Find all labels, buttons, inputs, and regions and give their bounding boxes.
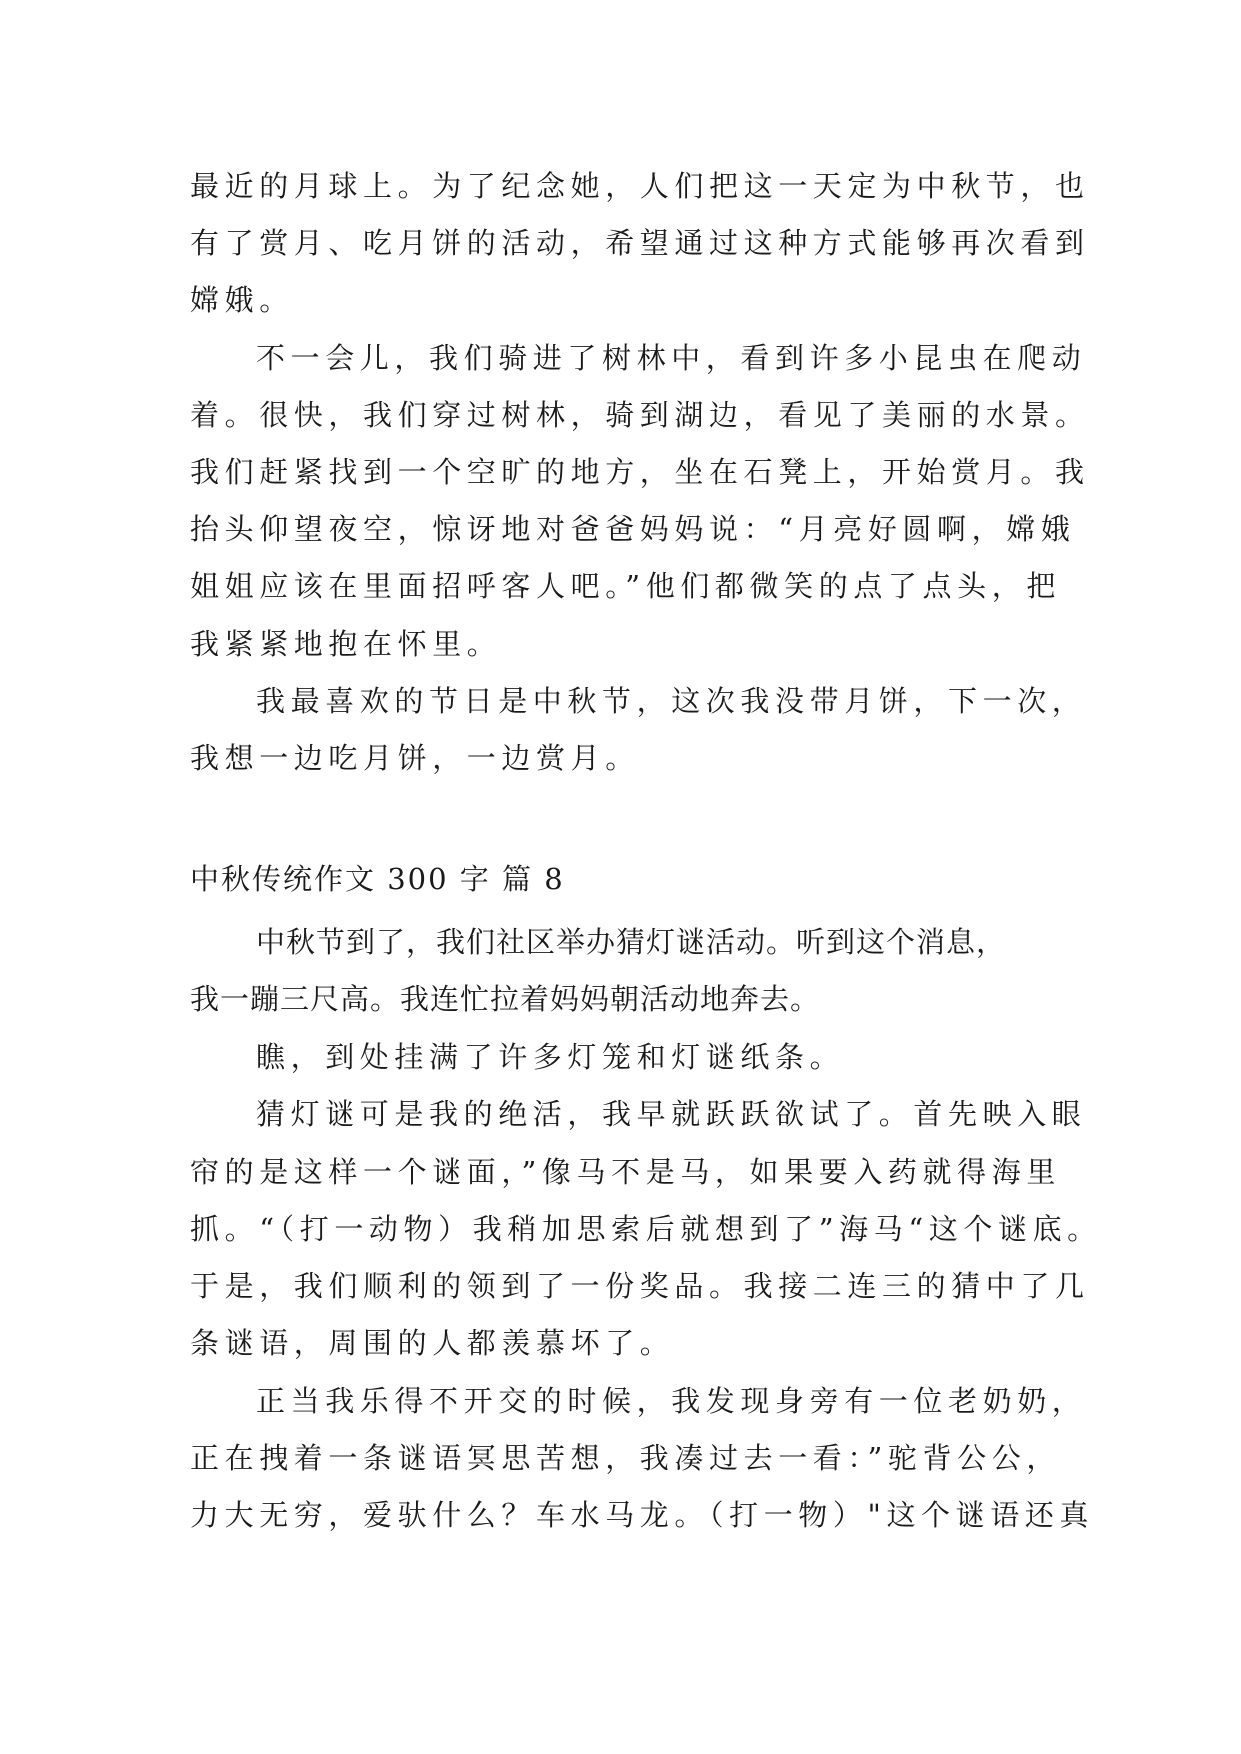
text-line: 我最喜欢的节日是中秋节，这次我没带月饼，下一次， <box>256 684 1087 718</box>
text-line: 最近的月球上。为了纪念她，人们把这一天定为中秋节，也 <box>190 169 1090 203</box>
text-line: 着。很快，我们穿过树林，骑到湖边，看见了美丽的水景。 <box>190 398 1090 432</box>
text-line: 姐姐应该在里面招呼客人吧。”他们都微笑的点了点头，把 <box>190 569 1061 603</box>
text-line: 嫦娥。 <box>190 283 294 317</box>
text-line: 不一会儿，我们骑进了树林中，看到许多小昆虫在爬动 <box>256 341 1087 375</box>
text-line: 猜灯谜可是我的绝活，我早就跃跃欲试了。首先映入眼 <box>256 1097 1087 1131</box>
text-line: 正在拽着一条谜语冥思苦想，我凑过去一看：”驼背公公， <box>190 1441 1061 1475</box>
text-line: 条谜语，周围的人都羡慕坏了。 <box>190 1326 675 1360</box>
text-line: 我紧紧地抱在怀里。 <box>190 627 502 661</box>
text-line: 力大无穷，爱驮什么？车水马龙。（打一物）"这个谜语还真 <box>190 1498 1095 1532</box>
section-title: 中秋传统作文 300 字 篇 8 <box>190 862 565 896</box>
text-line: 于是，我们顺利的领到了一份奖品。我接二连三的猜中了几 <box>190 1269 1090 1303</box>
text-line: 抓。“（打一动物）我稍加思索后就想到了”海马“这个谜底。 <box>190 1212 1102 1246</box>
text-line: 抬头仰望夜空，惊讶地对爸爸妈妈说：“月亮好圆啊，嫦娥 <box>190 512 1076 546</box>
text-line: 正当我乐得不开交的时候，我发现身旁有一位老奶奶， <box>256 1384 1087 1418</box>
text-line: 中秋节到了，我们社区举办猜灯谜活动。听到这个消息， <box>256 925 1007 959</box>
text-line: 瞧，到处挂满了许多灯笼和灯谜纸条。 <box>256 1040 845 1074</box>
text-line: 帘的是这样一个谜面，”像马不是马，如果要入药就得海里 <box>190 1155 1061 1189</box>
text-line: 我一蹦三尺高。我连忙拉着妈妈朝活动地奔去。 <box>190 982 821 1016</box>
text-line: 有了赏月、吃月饼的活动，希望通过这种方式能够再次看到 <box>190 226 1090 260</box>
text-line: 我们赶紧找到一个空旷的地方，坐在石凳上，开始赏月。我 <box>190 455 1090 489</box>
text-line: 我想一边吃月饼，一边赏月。 <box>190 741 640 775</box>
